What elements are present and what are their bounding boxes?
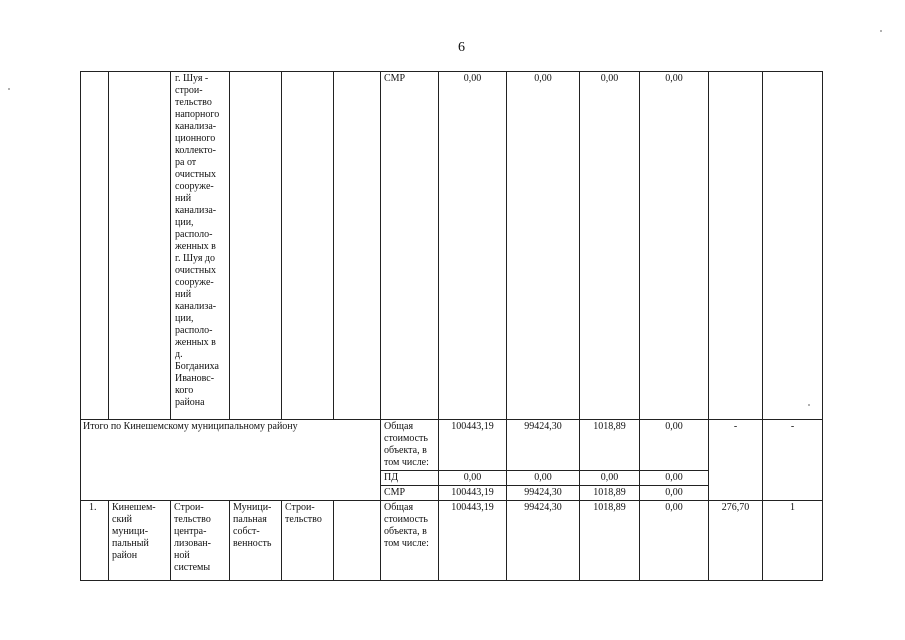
cell-power	[709, 72, 763, 420]
description-line: канализа-	[175, 205, 217, 216]
scan-speck	[880, 30, 882, 32]
item-number: 1.	[81, 501, 109, 581]
item-ownership: Муници- пальная собст- венность	[230, 501, 282, 581]
cell-value-1: 0,00	[439, 72, 507, 420]
cell-count	[763, 72, 823, 420]
item-v1: 100443,19	[439, 501, 507, 581]
item-count: 1	[763, 501, 823, 581]
total-count: -	[763, 420, 823, 501]
scan-speck	[8, 88, 10, 90]
cell-object-description	[171, 72, 230, 420]
cell-empty	[334, 72, 381, 420]
item-object: Строи- тельство центра- лизован- ной системы	[171, 501, 230, 581]
cell-num	[81, 72, 109, 420]
item-v2: 99424,30	[507, 501, 580, 581]
description-line: очистных	[175, 265, 217, 276]
table-row-continuation	[81, 72, 823, 420]
total-cost-type-general: Общая стоимость объекта, в том числе:	[381, 420, 439, 471]
cell-value-2: 0,00	[507, 72, 580, 420]
description-line: ний	[175, 193, 192, 204]
item-work-type: Строи- тельство	[282, 501, 334, 581]
total-pd-v2: 0,00	[507, 471, 580, 486]
description-line: располо-	[175, 229, 213, 240]
description-line: канализа-	[175, 121, 217, 132]
description-line: тельство	[175, 97, 212, 108]
description-line: сооруже-	[175, 277, 214, 288]
cell-cost-type: СМР	[381, 72, 439, 420]
description-line: ции,	[175, 217, 194, 228]
cell-value-4: 0,00	[640, 72, 709, 420]
description-line: коллекто-	[175, 145, 216, 156]
item-district: Кинешем- ский муници- пальный район	[109, 501, 171, 581]
total-cost-type-pd: ПД	[381, 471, 439, 486]
cell-value-3: 0,00	[580, 72, 640, 420]
description-line: женных в	[175, 337, 216, 348]
description-line: располо-	[175, 325, 213, 336]
description-line: ний	[175, 289, 192, 300]
item-empty	[334, 501, 381, 581]
description-line: г. Шуя -	[175, 73, 209, 84]
cell-ownership	[230, 72, 282, 420]
total-general-v2: 99424,30	[507, 420, 580, 471]
description-line: района	[175, 397, 205, 408]
item-v4: 0,00	[640, 501, 709, 581]
description-line: г. Шуя до	[175, 253, 215, 264]
description-line: ра от	[175, 157, 197, 168]
cell-district	[109, 72, 171, 420]
table-row-item	[81, 501, 823, 581]
scan-speck	[808, 404, 810, 406]
total-label: Итого по Кинешемскому муниципальному району	[81, 420, 381, 501]
description-line: ции,	[175, 313, 194, 324]
total-smr-v3: 1018,89	[580, 486, 640, 501]
description-line: ционного	[175, 133, 216, 144]
total-general-v4: 0,00	[640, 420, 709, 471]
description-line: напорного	[175, 109, 220, 120]
description-line: канализа-	[175, 301, 217, 312]
page-number: 6	[458, 40, 465, 55]
table-row-total	[81, 420, 823, 471]
total-pd-v1: 0,00	[439, 471, 507, 486]
item-cost-type: Общая стоимость объекта, в том числе:	[381, 501, 439, 581]
description-line: сооруже-	[175, 181, 214, 192]
total-smr-v4: 0,00	[640, 486, 709, 501]
total-general-v1: 100443,19	[439, 420, 507, 471]
total-pd-v4: 0,00	[640, 471, 709, 486]
total-cost-type-smr: СМР	[381, 486, 439, 501]
cell-work-type	[282, 72, 334, 420]
item-power: 276,70	[709, 501, 763, 581]
total-general-v3: 1018,89	[580, 420, 640, 471]
total-smr-v1: 100443,19	[439, 486, 507, 501]
description-line: д.	[175, 349, 183, 360]
total-pd-v3: 0,00	[580, 471, 640, 486]
object-description-text	[175, 73, 225, 409]
description-line: Богданиха	[175, 361, 219, 372]
description-line: Ивановс-	[175, 373, 215, 384]
total-power: -	[709, 420, 763, 501]
description-line: строи-	[175, 85, 203, 96]
description-line: очистных	[175, 169, 217, 180]
budget-table	[80, 71, 823, 581]
total-smr-v2: 99424,30	[507, 486, 580, 501]
item-v3: 1018,89	[580, 501, 640, 581]
description-line: женных в	[175, 241, 216, 252]
description-line: кого	[175, 385, 194, 396]
